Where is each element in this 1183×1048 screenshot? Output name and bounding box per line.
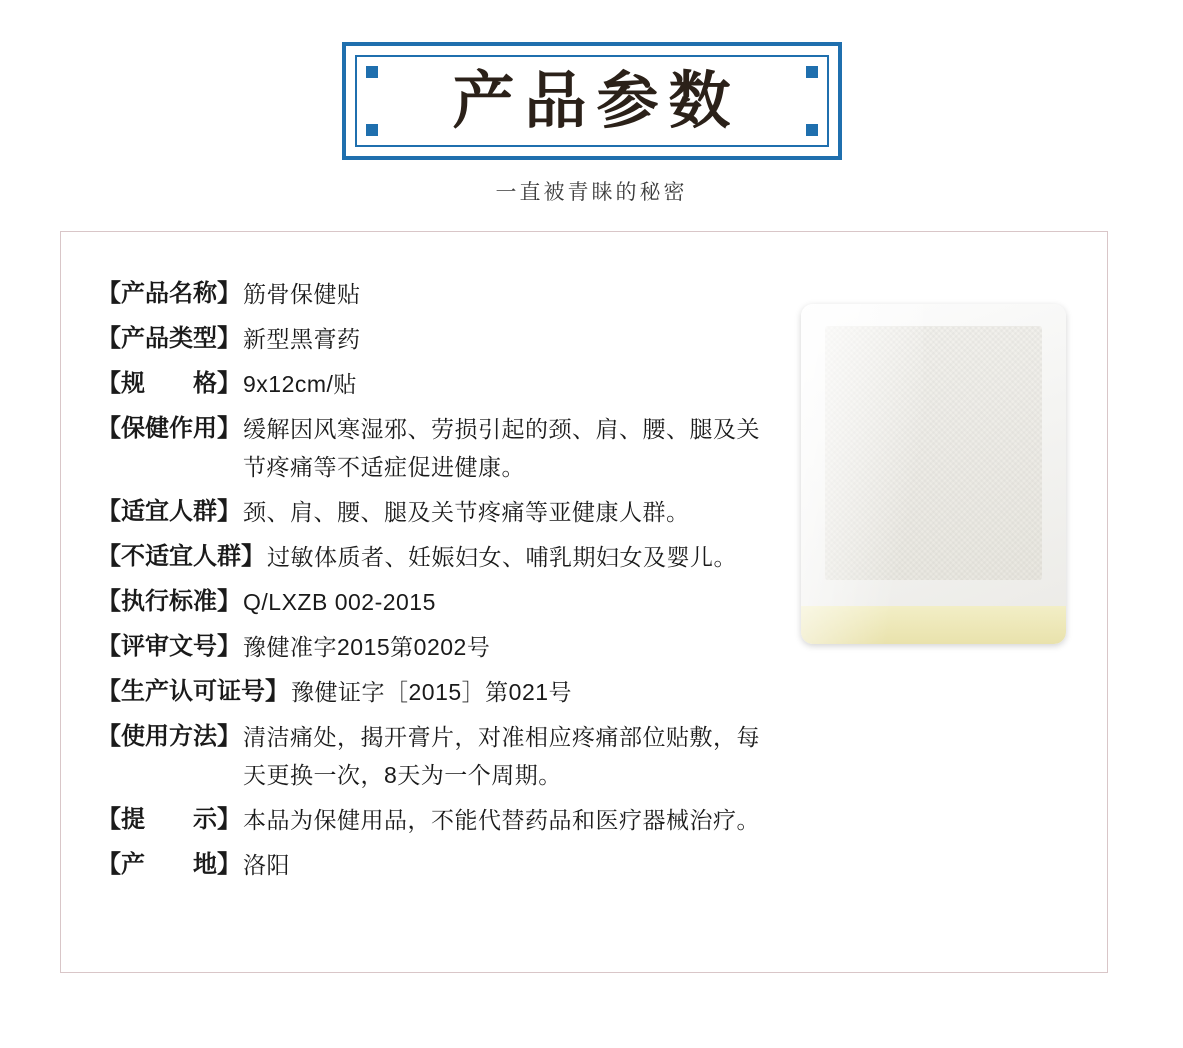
spec-row [97, 275, 797, 313]
spec-value: 豫健证字［2015］第021号 [291, 679, 573, 705]
spec-label: 【生产认可证号】 [97, 678, 289, 705]
spec-label: 【适宜人群】 [97, 498, 241, 525]
spec-label: 【产品类型】 [97, 325, 241, 352]
spec-row [97, 493, 797, 531]
spec-card [60, 231, 1108, 973]
spec-row [97, 801, 797, 839]
spec-list [97, 275, 797, 891]
spec-row [97, 718, 797, 794]
spec-label: 【保健作用】 [97, 415, 241, 442]
spec-row [97, 673, 797, 711]
spec-row [97, 628, 797, 666]
page-subtitle: 一直被青睐的秘密 [495, 180, 688, 204]
product-patch-body [801, 304, 1066, 644]
spec-value: 过敏体质者、妊娠妇女、哺乳期妇女及婴儿。 [267, 544, 737, 570]
spec-label: 【不适宜人群】 [97, 543, 265, 570]
frame-square-top-left-icon [366, 66, 378, 78]
page-title: 产品参数 [452, 64, 741, 137]
spec-row [97, 538, 797, 576]
spec-value: 新型黑膏药 [243, 326, 361, 352]
spec-row [97, 365, 797, 403]
page-header [0, 0, 1183, 206]
spec-label: 【使用方法】 [97, 723, 241, 750]
spec-value: 缓解因风寒湿邪、劳损引起的颈、肩、腰、腿及关节疼痛等不适症促进健康。 [243, 416, 760, 480]
product-patch-pad [825, 326, 1042, 580]
spec-value: 9x12cm/贴 [243, 371, 357, 397]
spec-row [97, 846, 797, 884]
spec-value: 豫健准字2015第0202号 [243, 634, 491, 660]
spec-row [97, 410, 797, 486]
spec-value: Q/LXZB 002-2015 [243, 589, 436, 615]
spec-value: 本品为保健用品，不能代替药品和医疗器械治疗。 [243, 807, 760, 833]
frame-square-bottom-right-icon [806, 124, 818, 136]
spec-label: 【提 示】 [97, 806, 241, 833]
spec-value: 清洁痛处，揭开膏片，对准相应疼痛部位贴敷，每天更换一次，8天为一个周期。 [243, 724, 760, 788]
spec-value: 颈、肩、腰、腿及关节疼痛等亚健康人群。 [243, 499, 690, 525]
spec-row [97, 583, 797, 621]
spec-label: 【产品名称】 [97, 280, 241, 307]
frame-square-bottom-left-icon [366, 124, 378, 136]
spec-value: 洛阳 [243, 852, 290, 878]
spec-row [97, 320, 797, 358]
spec-label: 【规 格】 [97, 370, 241, 397]
spec-label: 【评审文号】 [97, 633, 241, 660]
frame-square-top-right-icon [806, 66, 818, 78]
spec-label: 【执行标准】 [97, 588, 241, 615]
product-patch-release-liner [801, 606, 1066, 644]
title-frame [342, 42, 842, 160]
spec-label: 【产 地】 [97, 851, 241, 878]
product-image [801, 304, 1066, 644]
spec-value: 筋骨保健贴 [243, 281, 361, 307]
